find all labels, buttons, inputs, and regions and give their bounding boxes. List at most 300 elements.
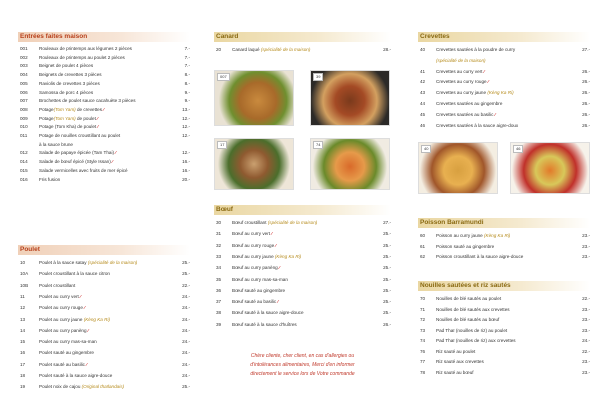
item-price: 26.- (582, 90, 590, 96)
menu-item (214, 242, 391, 250)
item-price: 7.- (184, 63, 190, 69)
menu-item (418, 348, 590, 356)
item-note: (spécialité de la maison) (436, 57, 486, 63)
item-name (39, 176, 176, 184)
item-name (436, 68, 576, 76)
item-number: 71 (420, 306, 426, 312)
item-name-text: Poulet au curry jaune (39, 316, 84, 322)
item-name (232, 242, 377, 250)
item-price: 16.- (182, 159, 190, 165)
chili-icon: ⁄ (96, 124, 99, 130)
chili-icon: ⁄ (86, 327, 89, 333)
item-price: 25.- (182, 384, 190, 390)
dish-photo (510, 142, 590, 194)
chili-icon: ⁄ (84, 361, 88, 367)
photo-tag: 39 (313, 73, 323, 81)
item-note: (spécialité de la maison) (267, 220, 318, 225)
item-number: 010 (20, 124, 28, 130)
item-name (436, 78, 576, 86)
item-number: 72 (420, 317, 426, 322)
item-price: 9.- (184, 89, 190, 95)
item-name (39, 167, 176, 175)
item-name-text: Samossa de porc 4 pièces (39, 89, 94, 95)
item-name-text: Salade de bœuf épicé (Style Issan) (39, 159, 111, 165)
item-name-text: Pad Thaï (nouilles de riz) au poulet (436, 327, 508, 333)
item-price: 22.- (182, 282, 190, 288)
menu-item (214, 253, 391, 261)
item-price: 25.- (383, 276, 391, 282)
item-number: 14 (20, 327, 26, 333)
menu-item (18, 158, 190, 166)
item-number: 60 (420, 233, 426, 238)
item-name-text: Nouilles de blé sautés aux crevettes (436, 306, 510, 312)
allergy-line: directement le service lors de Votre commande (250, 371, 355, 377)
section-boeuf-title: Bœuf (214, 205, 391, 215)
item-price: 9.- (184, 98, 190, 104)
menu-item (18, 97, 190, 105)
dish-photo (418, 142, 498, 194)
item-name (436, 89, 576, 97)
item-name-text: Poulet sauté au basilic (39, 361, 85, 367)
item-name (436, 232, 576, 240)
item-name (39, 158, 176, 166)
item-note: (spécialité de la maison) (87, 260, 138, 265)
item-name-text: Riz sauté au bœuf (436, 369, 474, 375)
item-name (232, 219, 377, 227)
menu-item (214, 287, 391, 295)
item-name-text: Poulet au curry vert (39, 293, 79, 299)
menu-item (18, 372, 190, 380)
menu-item (18, 282, 190, 290)
item-price: 26.- (582, 68, 590, 74)
item-price: 24.- (182, 327, 190, 333)
menu-item (418, 337, 590, 345)
item-name (232, 321, 377, 329)
section-nouilles-title: Nouilles sautées et riz sautés (418, 281, 590, 291)
section-poulet-title: Poulet (18, 245, 190, 255)
menu-item (18, 383, 190, 391)
item-name-text: Poulet sauté à la sauce aigre-douce (39, 373, 113, 378)
item-name-text: Bœuf sauté à la sauce aigre-douce (232, 310, 304, 316)
item-price: 26.- (582, 101, 590, 106)
item-price: 16.- (182, 167, 190, 173)
item-price: 12.- (182, 115, 190, 121)
item-price: 23.- (582, 369, 590, 375)
menu-item (18, 89, 190, 97)
item-price: 24.- (182, 361, 190, 367)
item-number: 37 (216, 299, 222, 305)
item-name (436, 46, 576, 54)
menu-item (18, 293, 190, 301)
item-price: 25.- (383, 231, 391, 237)
item-price: 26.- (582, 79, 590, 85)
item-number: 32 (216, 242, 222, 248)
item-name-text: Poulet croustillant à la sauce citron (39, 271, 110, 277)
allergy-line: Chère cliente, cher client, en cas d'allergies ou (250, 353, 355, 359)
item-price: 23.- (582, 254, 590, 259)
item-name (436, 369, 576, 377)
item-name (39, 282, 176, 290)
item-name (436, 111, 576, 119)
item-name-text: Potage de nouilles croustillant au poulet (39, 133, 121, 138)
item-name (232, 309, 377, 317)
item-number: 74 (420, 338, 426, 343)
menu-item (418, 232, 590, 240)
item-note: (Tom Yam) (53, 115, 76, 121)
section-crevettes-title: Crevettes (418, 32, 590, 42)
item-number: 45 (420, 111, 426, 117)
item-price: 25.- (383, 299, 391, 305)
item-name (39, 71, 176, 79)
menu-item (18, 361, 190, 369)
item-name (39, 115, 176, 123)
item-name (436, 122, 576, 130)
item-number: 43 (420, 90, 426, 96)
item-price: 22.- (582, 348, 590, 354)
item-price: 25.- (182, 260, 190, 265)
menu-item (18, 270, 190, 278)
item-price: 25.- (383, 242, 391, 248)
item-note: (Kèng Ka Ri) (484, 233, 511, 238)
chili-icon: ⁄ (95, 115, 98, 121)
item-number: 46 (420, 122, 426, 128)
item-number: 39 (216, 321, 222, 327)
item-number: 35 (216, 276, 222, 282)
item-price: 22.- (582, 296, 590, 301)
item-note: (Kèng Ka Ri) (274, 253, 302, 259)
item-price: 24.- (182, 305, 190, 311)
menu-item (418, 100, 590, 108)
item-name (39, 141, 176, 149)
item-price: 8.- (184, 72, 190, 78)
item-name-text: Canard laqué (232, 47, 261, 52)
item-name (232, 253, 377, 261)
menu-item (18, 176, 190, 184)
item-name (436, 327, 576, 335)
item-name-text: Bœuf au curry rouge (232, 242, 275, 248)
item-name (39, 106, 176, 114)
item-name-text: Bœuf sauté à la sauce d'huîtres (232, 321, 297, 327)
item-name-text: Bœuf sauté au basilic (232, 299, 277, 305)
item-number: 34 (216, 265, 222, 271)
item-price: 27.- (582, 47, 590, 52)
item-name-text: Potage (39, 115, 54, 121)
item-name-text: Beignets de crevettes 3 pièces (39, 72, 102, 78)
item-name-text: Crevettes sautées au gingembre (436, 101, 503, 106)
menu-item (418, 306, 590, 314)
menu-item (418, 253, 590, 261)
item-number: 42 (420, 79, 426, 85)
item-number: 003 (20, 63, 28, 69)
item-number: 17 (20, 361, 26, 367)
item-name (39, 293, 176, 301)
menu-item (18, 106, 190, 114)
item-note: (spécialité de la maison) (260, 47, 311, 52)
chili-icon: ⁄ (274, 242, 277, 248)
item-name (39, 349, 176, 357)
item-price: 25.- (182, 271, 190, 277)
item-number: 31 (216, 231, 222, 237)
item-name (436, 337, 576, 345)
item-number: 30 (216, 220, 222, 225)
item-name-text: Riz sauté aux crevettes (436, 359, 484, 364)
item-number: 006 (20, 89, 28, 95)
item-name (39, 383, 176, 391)
item-name-text: Poulet au curry panèng (39, 327, 87, 333)
menu-item (18, 349, 190, 357)
item-name-text: Crevettes au curry vert (436, 68, 483, 74)
item-number: 78 (420, 369, 426, 375)
item-name (436, 253, 576, 261)
item-price: 23.- (582, 306, 590, 312)
item-price: 27.- (383, 220, 391, 225)
item-number: 41 (420, 68, 426, 74)
section-poisson-title: Poisson Barramundi (418, 218, 590, 228)
item-price: 12.- (182, 124, 190, 130)
item-number: 014 (20, 159, 28, 165)
menu-item (18, 141, 190, 149)
menu-item (18, 327, 190, 335)
item-number: 62 (420, 254, 426, 259)
chili-icon: ⁄ (486, 79, 489, 85)
menu-item (214, 321, 391, 329)
item-number: 001 (20, 46, 28, 51)
item-price: 8.- (184, 80, 190, 86)
item-name (39, 372, 176, 380)
photo-tag: 74 (313, 141, 323, 149)
item-number: 61 (420, 243, 426, 249)
item-name-text: Bœuf au curry panèng (232, 265, 278, 271)
dish-photo (310, 70, 390, 126)
chili-icon: ⁄ (270, 231, 273, 237)
chili-icon: ⁄ (493, 111, 496, 117)
item-name (436, 358, 576, 366)
item-price: 12.- (182, 150, 190, 156)
item-name-text: à la sauce brune (39, 141, 73, 147)
chili-icon: ⁄ (110, 159, 113, 165)
item-name (436, 57, 576, 65)
menu-item (214, 298, 391, 306)
menu-item (418, 57, 590, 65)
item-name-text: Raviolis de crevettes 3 pièces (39, 80, 100, 86)
item-name (436, 316, 576, 324)
item-number: 007 (20, 98, 28, 104)
item-number: 15 (20, 339, 26, 345)
item-name (436, 100, 576, 108)
item-number: 012 (20, 150, 28, 156)
item-name (39, 304, 176, 312)
dish-photo (214, 70, 294, 126)
item-number: 70 (420, 296, 426, 301)
item-note: (Kèng Ka Ri) (487, 90, 514, 96)
item-name (436, 348, 576, 356)
item-number: 13 (20, 316, 26, 322)
item-name-text: Rouleaux de printemps aux légumes 2 pièces (39, 46, 132, 51)
chili-icon: ⁄ (277, 265, 280, 271)
item-name-text: Poisson au curry jaune (436, 233, 485, 238)
item-number: 12 (20, 305, 26, 311)
item-name-text: Crevettes sautées à la poudre de curry (436, 47, 516, 52)
item-name-text: Poisson croustillant à la sauce aigre-douce (436, 254, 524, 259)
item-price: 25.- (383, 310, 391, 316)
item-name (436, 295, 576, 303)
chili-icon: ⁄ (482, 68, 485, 74)
menu-item (418, 243, 590, 251)
item-name (436, 243, 576, 251)
item-name (39, 259, 176, 267)
photo-tag: 007 (217, 73, 230, 81)
item-number: 009 (20, 115, 28, 121)
item-number: 016 (20, 176, 28, 182)
chili-icon: ⁄ (102, 106, 105, 112)
menu-item (18, 338, 190, 346)
item-name-text: de crevettes (75, 106, 102, 112)
menu-item (418, 68, 590, 76)
item-number: 002 (20, 54, 28, 60)
item-price: 23.- (582, 327, 590, 333)
item-number: 19 (20, 384, 26, 390)
menu-item (214, 276, 391, 284)
section-entrees-title: Entrées faites maison (18, 32, 190, 42)
chili-icon: ⁄ (114, 150, 117, 156)
item-price: 24.- (582, 338, 590, 343)
menu-item (214, 46, 391, 54)
item-name-text: Poulet sauté au gingembre (39, 350, 94, 356)
menu-item (18, 259, 190, 267)
item-number: 004 (20, 72, 28, 78)
item-name-text: Poulet noix de cajou (39, 384, 82, 390)
item-name (39, 89, 176, 97)
item-name-text: Bœuf au curry mas-sa-man (232, 276, 288, 282)
menu-item (214, 309, 391, 317)
item-name-text: Crevettes au curry rouge (436, 79, 487, 85)
item-name (39, 97, 176, 105)
menu-item (418, 122, 590, 130)
item-note: (Kèng Ka Ri) (83, 316, 111, 322)
menu-item (18, 80, 190, 88)
item-name-text: Brochettes de poulet sauce cacahuète 3 pièces (39, 98, 136, 104)
menu-item (18, 132, 190, 140)
item-price: 26.- (582, 111, 590, 117)
item-name (232, 230, 377, 238)
item-name-text: Bœuf au curry jaune (232, 253, 275, 259)
photo-tag: 17 (217, 141, 227, 149)
item-price: 28.- (383, 47, 391, 52)
item-number: 10 (20, 260, 26, 265)
allergy-line: d'intolérances alimentaires, Merci d'en informer (250, 362, 355, 368)
allergy-notice (214, 352, 391, 379)
item-name (232, 287, 377, 295)
item-name-text: Salade vermicelles avec fruits de mer épicé (39, 167, 128, 173)
item-price: 26.- (383, 321, 391, 327)
item-name (39, 80, 176, 88)
item-name-text: Poulet croustillant (39, 282, 76, 288)
item-name (39, 132, 176, 140)
menu-item (18, 304, 190, 312)
item-number: 33 (216, 253, 222, 259)
item-number: 44 (420, 101, 426, 106)
menu-item (214, 219, 391, 227)
menu-item (418, 111, 590, 119)
item-name (232, 298, 377, 306)
item-price: 25.- (383, 253, 391, 259)
item-name-text: Crevettes sautées à la sauce aigre-doux (436, 122, 519, 128)
item-price: 23.- (582, 243, 590, 249)
item-name-text: Beignet de poulet 4 pièces (39, 63, 94, 69)
item-price: 7.- (184, 46, 190, 51)
item-price: 23.- (582, 359, 590, 364)
item-name (436, 306, 576, 314)
item-price: 25.- (383, 287, 391, 293)
item-price: 7.- (184, 54, 190, 60)
item-number: 16 (20, 350, 26, 356)
item-name-text: Poisson sauté au gingembre (436, 243, 495, 249)
menu-item (18, 115, 190, 123)
item-number: 76 (420, 348, 426, 354)
item-name (39, 316, 176, 324)
item-number: 18 (20, 373, 26, 378)
item-price: 24.- (182, 316, 190, 322)
item-name-text: Fris fusion (39, 176, 61, 182)
dish-photo (214, 138, 294, 190)
item-name (39, 338, 176, 346)
item-name (39, 62, 176, 70)
menu-item (18, 149, 190, 157)
item-number: 77 (420, 359, 426, 364)
item-number: 011 (20, 133, 28, 138)
item-number: 40 (420, 47, 426, 52)
item-name (39, 361, 176, 369)
item-name-text: Riz sauté au poulet (436, 348, 476, 354)
section-canard-title: Canard (214, 32, 391, 42)
item-name-text: Nouilles de blé sautés au bœuf (436, 317, 500, 322)
dish-photo (310, 138, 390, 190)
item-price: 24.- (182, 373, 190, 378)
item-note: (Original thaïlandais) (81, 384, 125, 390)
item-number: 005 (20, 80, 28, 86)
item-name-text: Bœuf croustillant (232, 220, 268, 225)
item-price: 13.- (182, 106, 190, 112)
menu-item (418, 316, 590, 324)
menu-item (214, 264, 391, 272)
item-name (39, 327, 176, 335)
item-name (39, 149, 176, 157)
item-number: 20 (216, 47, 222, 52)
item-number: 36 (216, 287, 222, 293)
item-price: 24.- (182, 350, 190, 356)
item-name (232, 46, 377, 54)
menu-item (418, 78, 590, 86)
item-name-text: Crevettes sautées au basilic (436, 111, 494, 117)
item-price: 25.- (383, 265, 391, 271)
chili-icon: ⁄ (78, 293, 81, 299)
item-number: 10A (20, 271, 29, 277)
item-name-text: Poulet au curry rouge (39, 305, 83, 311)
item-name-text: Nouilles de blé sautés au poulet (436, 296, 502, 301)
item-number: 015 (20, 167, 28, 173)
menu-item (418, 327, 590, 335)
menu-item (18, 71, 190, 79)
item-price: 12.- (182, 133, 190, 138)
photo-tag: 46 (513, 145, 523, 153)
item-name-text: Bœuf sauté au gingembre (232, 287, 286, 293)
item-name-text: Potage (39, 106, 54, 112)
item-name-text: Poulet au curry mas-sa-man (39, 339, 97, 345)
item-price: 23.- (582, 317, 590, 322)
menu-item (18, 62, 190, 70)
photo-tag: 40 (421, 145, 431, 153)
item-price: 24.- (182, 293, 190, 299)
